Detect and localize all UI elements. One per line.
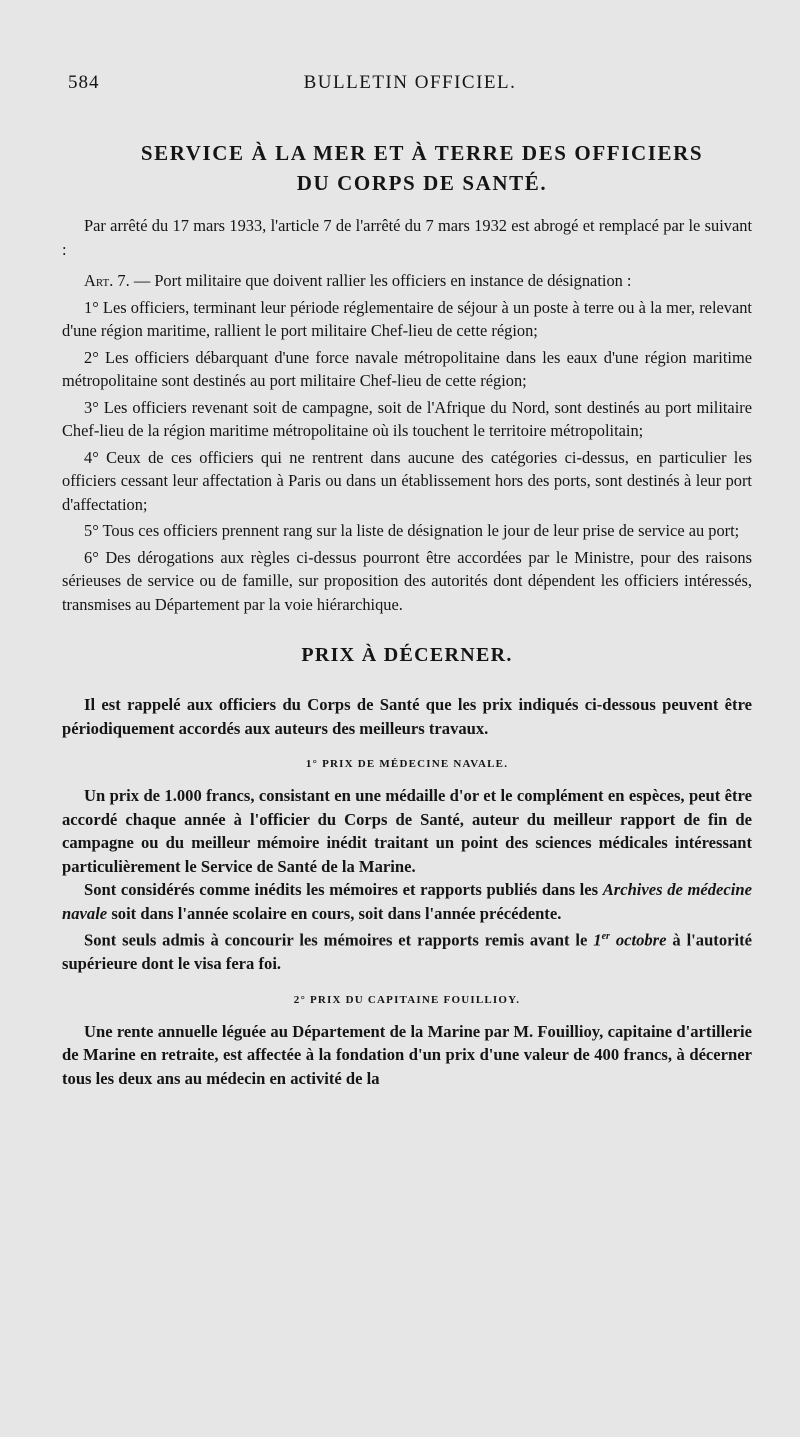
page-number: 584 <box>68 72 100 93</box>
article-item-6: 6° Des dérogations aux règles ci-dessus pourront être accordées par le Ministre, pour des raisons sérieuses de service ou de famille, sur proposition des autorités dont dépendent les officiers intéressés, transmises au Département par la voie hiérarchique. <box>62 547 752 614</box>
article-heading <box>62 269 752 293</box>
prix-medecine-paragraph-3 <box>62 925 752 976</box>
deadline-sup: er <box>601 931 610 942</box>
section-title-service <box>62 138 752 198</box>
section-title-line-1: SERVICE À LA MER ET À TERRE DES OFFICIERS <box>140 141 704 165</box>
prix-fouillioy-paragraph-1: Une rente annuelle léguée au Département de la Marine par M. Fouillioy, capitaine d'artillerie de Marine en retraite, est affectée à la fondation d'un prix d'une valeur de 400 francs, à décerner tous les deux ans au médecin en activité de la <box>62 1021 752 1088</box>
section-title-prix: PRIX À DÉCERNER. <box>301 644 513 666</box>
running-head: BULLETIN OFFICIEL. <box>303 72 517 93</box>
page-header <box>0 72 800 100</box>
section-title-line-2: DU CORPS DE SANTÉ. <box>296 171 548 195</box>
journal-title: Archives de médecine navale <box>62 880 752 923</box>
article-label: Art. 7. <box>84 271 130 290</box>
prix-section <box>62 693 752 1090</box>
text-run: soit dans l'année scolaire en cours, soit dans l'année précédente. <box>107 903 562 923</box>
subheading-prix-fouillioy: 2° PRIX DU CAPITAINE FOUILLIOY. <box>293 993 521 1006</box>
article-item-2: 2° Les officiers débarquant d'une force navale métropolitaine dans les eaux d'une région maritime métropolitaine sont destinés au port militaire Chef-lieu de cette région; <box>62 347 752 390</box>
article-text: — Port militaire que doivent rallier les officiers en instance de désignation : <box>129 271 632 290</box>
subheading-prix-medecine: 1° PRIX DE MÉDECINE NAVALE. <box>305 758 509 770</box>
text-run: Sont seuls admis à concourir les mémoires et rapports remis avant le <box>84 930 594 950</box>
text-run: Sont considérés comme inédits les mémoires et rapports publiés dans les <box>84 880 603 899</box>
decree-intro: Par arrêté du 17 mars 1933, l'article 7 de l'arrêté du 7 mars 1932 est abrogé et remplacé par le suivant : <box>62 216 752 259</box>
text-run: à l'autorité supérieure dont le visa fera foi. <box>62 930 753 974</box>
deadline-month: octobre <box>609 930 667 950</box>
article-item-3: 3° Les officiers revenant soit de campagne, soit de l'Afrique du Nord, sont destinés au port militaire Chef-lieu de la région maritime métropolitaine où ils touchent le territoire métropolitain; <box>62 397 752 440</box>
article-item-4: 4° Ceux de ces officiers qui ne rentrent dans aucune des catégories ci-dessus, en particulier les officiers cessant leur affectation à Paris ou dans un établissement hors des ports, sont destinés à leur port d'affectation; <box>62 447 752 514</box>
prix-intro: Il est rappelé aux officiers du Corps de Santé que les prix indiqués ci-dessous peuvent être périodiquement accordés aux auteurs des meilleurs travaux. <box>62 695 752 738</box>
article-item-5: 5° Tous ces officiers prennent rang sur la liste de désignation le jour de leur prise de service au port; <box>84 521 740 540</box>
prix-medecine-paragraph-2 <box>62 878 752 925</box>
deadline-day: 1 <box>593 930 602 950</box>
page-body <box>62 138 752 1090</box>
article-item-1: 1° Les officiers, terminant leur période réglementaire de séjour à un poste à terre ou à la mer, relevant d'une région maritime, rallient le port militaire Chef-lieu de cette région; <box>62 297 752 340</box>
prix-medecine-paragraph-1: Un prix de 1.000 francs, consistant en une médaille d'or et le complément en espèces, peut être accordé chaque année à l'officier du Corps de Santé, auteur du meilleur rapport de fin de campagne ou du meilleur mémoire inédit traitant un point des sciences médicales intéressant particulièrement le Service de Santé de la Marine. <box>62 786 752 876</box>
